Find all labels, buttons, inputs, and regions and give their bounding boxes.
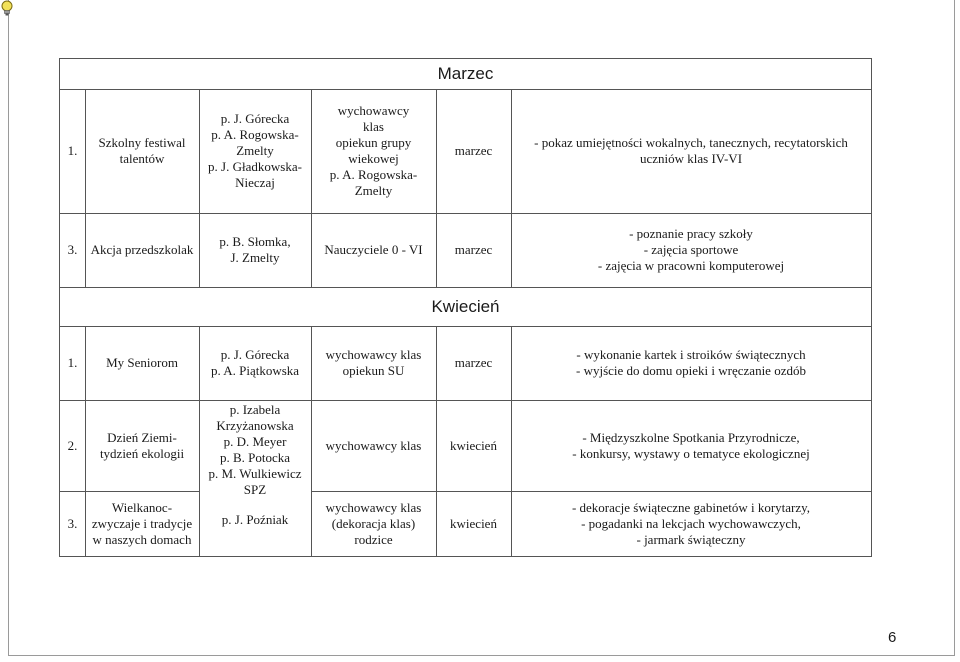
month: marzec: [436, 213, 512, 288]
merged-persons-last: p. J. Poźniak: [221, 512, 289, 527]
section-header-marzec: [59, 58, 872, 90]
responsible-persons: p. B. Słomka, J. Zmelty: [199, 213, 312, 288]
participants: wychowawcy klas: [311, 400, 437, 492]
description: - wykonanie kartek i stroików świątecznych - wyjście do domu opieki i wręczanie ozdób: [511, 326, 872, 401]
event-name: Akcja przedszkolak: [85, 213, 200, 288]
participants: wychowawcy klas (dekoracja klas) rodzice: [311, 491, 437, 557]
row-number: 1.: [59, 89, 86, 214]
merged-persons-list: p. Izabela Krzyżanowska p. D. Meyer p. B. Potocka p. M. Wulkiewicz SPZ: [208, 402, 302, 497]
section-title-kwiecien: Kwiecień: [431, 296, 500, 316]
row-number: 3.: [59, 213, 86, 288]
participants: wychowawcy klas opiekun grupy wiekowej p. A. Rogowska- Zmelty: [311, 89, 437, 214]
participants: Nauczyciele 0 - VI: [311, 213, 437, 288]
description: - poznanie pracy szkoły - zajęcia sportowe - zajęcia w pracowni komputerowej: [511, 213, 872, 288]
responsible-persons: p. J. Górecka p. A. Rogowska- Zmelty p. J. Gładkowska- Nieczaj: [199, 89, 312, 214]
responsible-persons-merged: [199, 400, 312, 557]
description: - dekoracje świąteczne gabinetów i korytarzy, - pogadanki na lekcjach wychowawczych, - jarmark świąteczny: [511, 491, 872, 557]
month: kwiecień: [436, 491, 512, 557]
section-header-kwiecien: [59, 287, 872, 327]
event-name: Wielkanoc- zwyczaje i tradycje w naszych domach: [85, 491, 200, 557]
event-name: Szkolny festiwal talentów: [85, 89, 200, 214]
month: marzec: [436, 326, 512, 401]
row-number: 3.: [59, 491, 86, 557]
month: kwiecień: [436, 400, 512, 492]
row-number: 2.: [59, 400, 86, 492]
month: marzec: [436, 89, 512, 214]
section-title-marzec: Marzec: [437, 64, 494, 83]
row-number: 1.: [59, 326, 86, 401]
description: - Międzyszkolne Spotkania Przyrodnicze, - konkursy, wystawy o tematyce ekologicznej: [511, 400, 872, 492]
participants: wychowawcy klas opiekun SU: [311, 326, 437, 401]
lightbulb-icon: [0, 0, 14, 16]
event-name: Dzień Ziemi- tydzień ekologii: [85, 400, 200, 492]
responsible-persons: p. J. Górecka p. A. Piątkowska: [199, 326, 312, 401]
event-name: My Seniorom: [85, 326, 200, 401]
page-number: 6: [888, 629, 897, 646]
description: - pokaz umiejętności wokalnych, tanecznych, recytatorskich uczniów klas IV-VI: [511, 89, 872, 214]
